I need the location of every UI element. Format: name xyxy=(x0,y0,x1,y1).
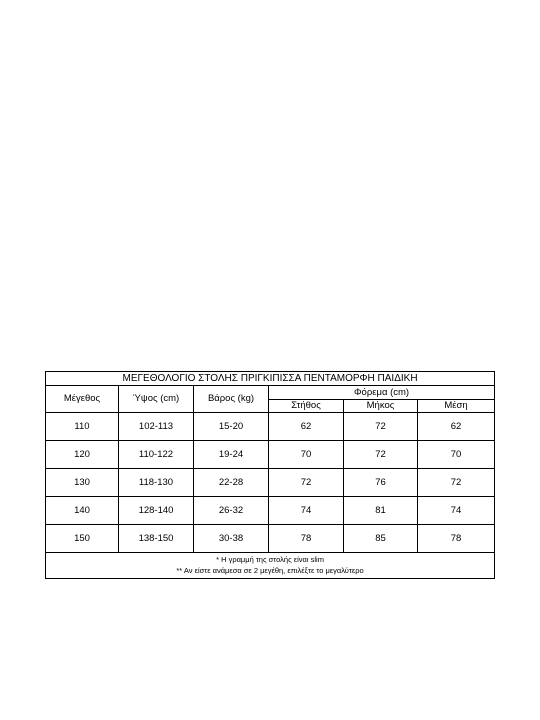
header-dress-group: Φόρεμα (cm) xyxy=(269,386,495,400)
cell-size: 120 xyxy=(46,441,119,469)
cell-height: 102-113 xyxy=(119,413,194,441)
cell-size: 150 xyxy=(46,525,119,553)
table-row xyxy=(46,525,495,553)
table-row xyxy=(46,441,495,469)
cell-weight: 22-28 xyxy=(194,469,269,497)
cell-waist: 62 xyxy=(418,413,495,441)
cell-chest: 62 xyxy=(269,413,344,441)
cell-length: 72 xyxy=(344,441,418,469)
header-waist: Μέση xyxy=(418,399,495,413)
header-size: Μέγεθος xyxy=(46,386,119,413)
cell-weight: 30-38 xyxy=(194,525,269,553)
cell-size: 110 xyxy=(46,413,119,441)
cell-weight: 15-20 xyxy=(194,413,269,441)
header-length: Μήκος xyxy=(344,399,418,413)
table-row xyxy=(46,469,495,497)
size-chart-table xyxy=(45,371,495,579)
cell-chest: 72 xyxy=(269,469,344,497)
table-title: ΜΕΓΕΘΟΛΟΓΙΟ ΣΤΟΛΗΣ ΠΡΙΓΚΙΠΙΣΣΑ ΠΕΝΤΑΜΟΡΦΗ ΠΑΙΔΙΚΗ xyxy=(46,372,495,386)
cell-length: 85 xyxy=(344,525,418,553)
table-row xyxy=(46,413,495,441)
cell-waist: 70 xyxy=(418,441,495,469)
cell-height: 118-130 xyxy=(119,469,194,497)
cell-length: 72 xyxy=(344,413,418,441)
cell-size: 140 xyxy=(46,497,119,525)
table-notes xyxy=(46,553,495,579)
note-fit: * Η γραμμή της στολής είναι slim xyxy=(216,555,324,565)
cell-waist: 72 xyxy=(418,469,495,497)
cell-height: 138-150 xyxy=(119,525,194,553)
table-row xyxy=(46,497,495,525)
header-height: Ύψος (cm) xyxy=(119,386,194,413)
cell-length: 76 xyxy=(344,469,418,497)
cell-height: 128-140 xyxy=(119,497,194,525)
cell-chest: 78 xyxy=(269,525,344,553)
cell-waist: 78 xyxy=(418,525,495,553)
cell-weight: 26-32 xyxy=(194,497,269,525)
cell-length: 81 xyxy=(344,497,418,525)
note-size-advice: ** Αν είστε ανάμεσα σε 2 μεγέθη, επιλέξτε το μεγαλύτερο xyxy=(176,565,364,575)
cell-height: 110-122 xyxy=(119,441,194,469)
header-chest: Στήθος xyxy=(269,399,344,413)
cell-chest: 70 xyxy=(269,441,344,469)
cell-weight: 19-24 xyxy=(194,441,269,469)
cell-size: 130 xyxy=(46,469,119,497)
cell-waist: 74 xyxy=(418,497,495,525)
header-weight: Βάρος (kg) xyxy=(194,386,269,413)
cell-chest: 74 xyxy=(269,497,344,525)
